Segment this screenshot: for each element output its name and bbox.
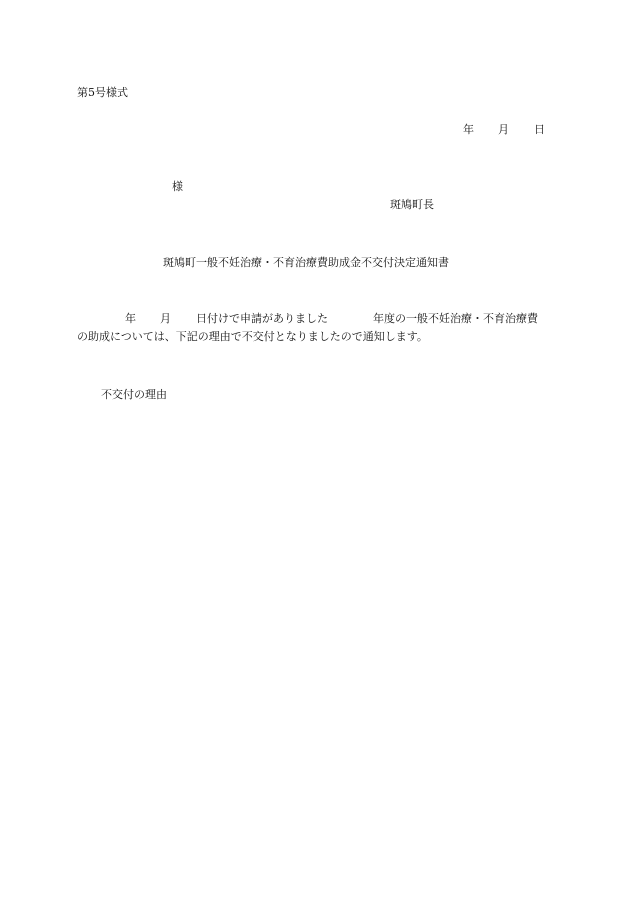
- body-text-line1: 日付けで申請がありました: [196, 312, 328, 325]
- date-month-label: 月: [498, 123, 509, 136]
- body-year-label: 年: [125, 312, 136, 325]
- form-number: 第5号様式: [77, 86, 128, 99]
- addressee-honorific: 様: [172, 180, 183, 193]
- date-day-label: 日: [534, 123, 545, 136]
- body-text-line1-continued: 年度の一般不妊治療・不育治療費: [373, 312, 538, 325]
- issuer-name: 斑鳩町長: [390, 198, 434, 211]
- body-month-label: 月: [160, 312, 171, 325]
- body-text-line2: の助成については、下記の理由で不交付となりましたので通知します。: [77, 330, 428, 343]
- reason-label: 不交付の理由: [101, 388, 167, 401]
- date-year-label: 年: [463, 123, 474, 136]
- document-title: 斑鳩町一般不妊治療・不育治療費助成金不交付決定通知書: [163, 256, 449, 269]
